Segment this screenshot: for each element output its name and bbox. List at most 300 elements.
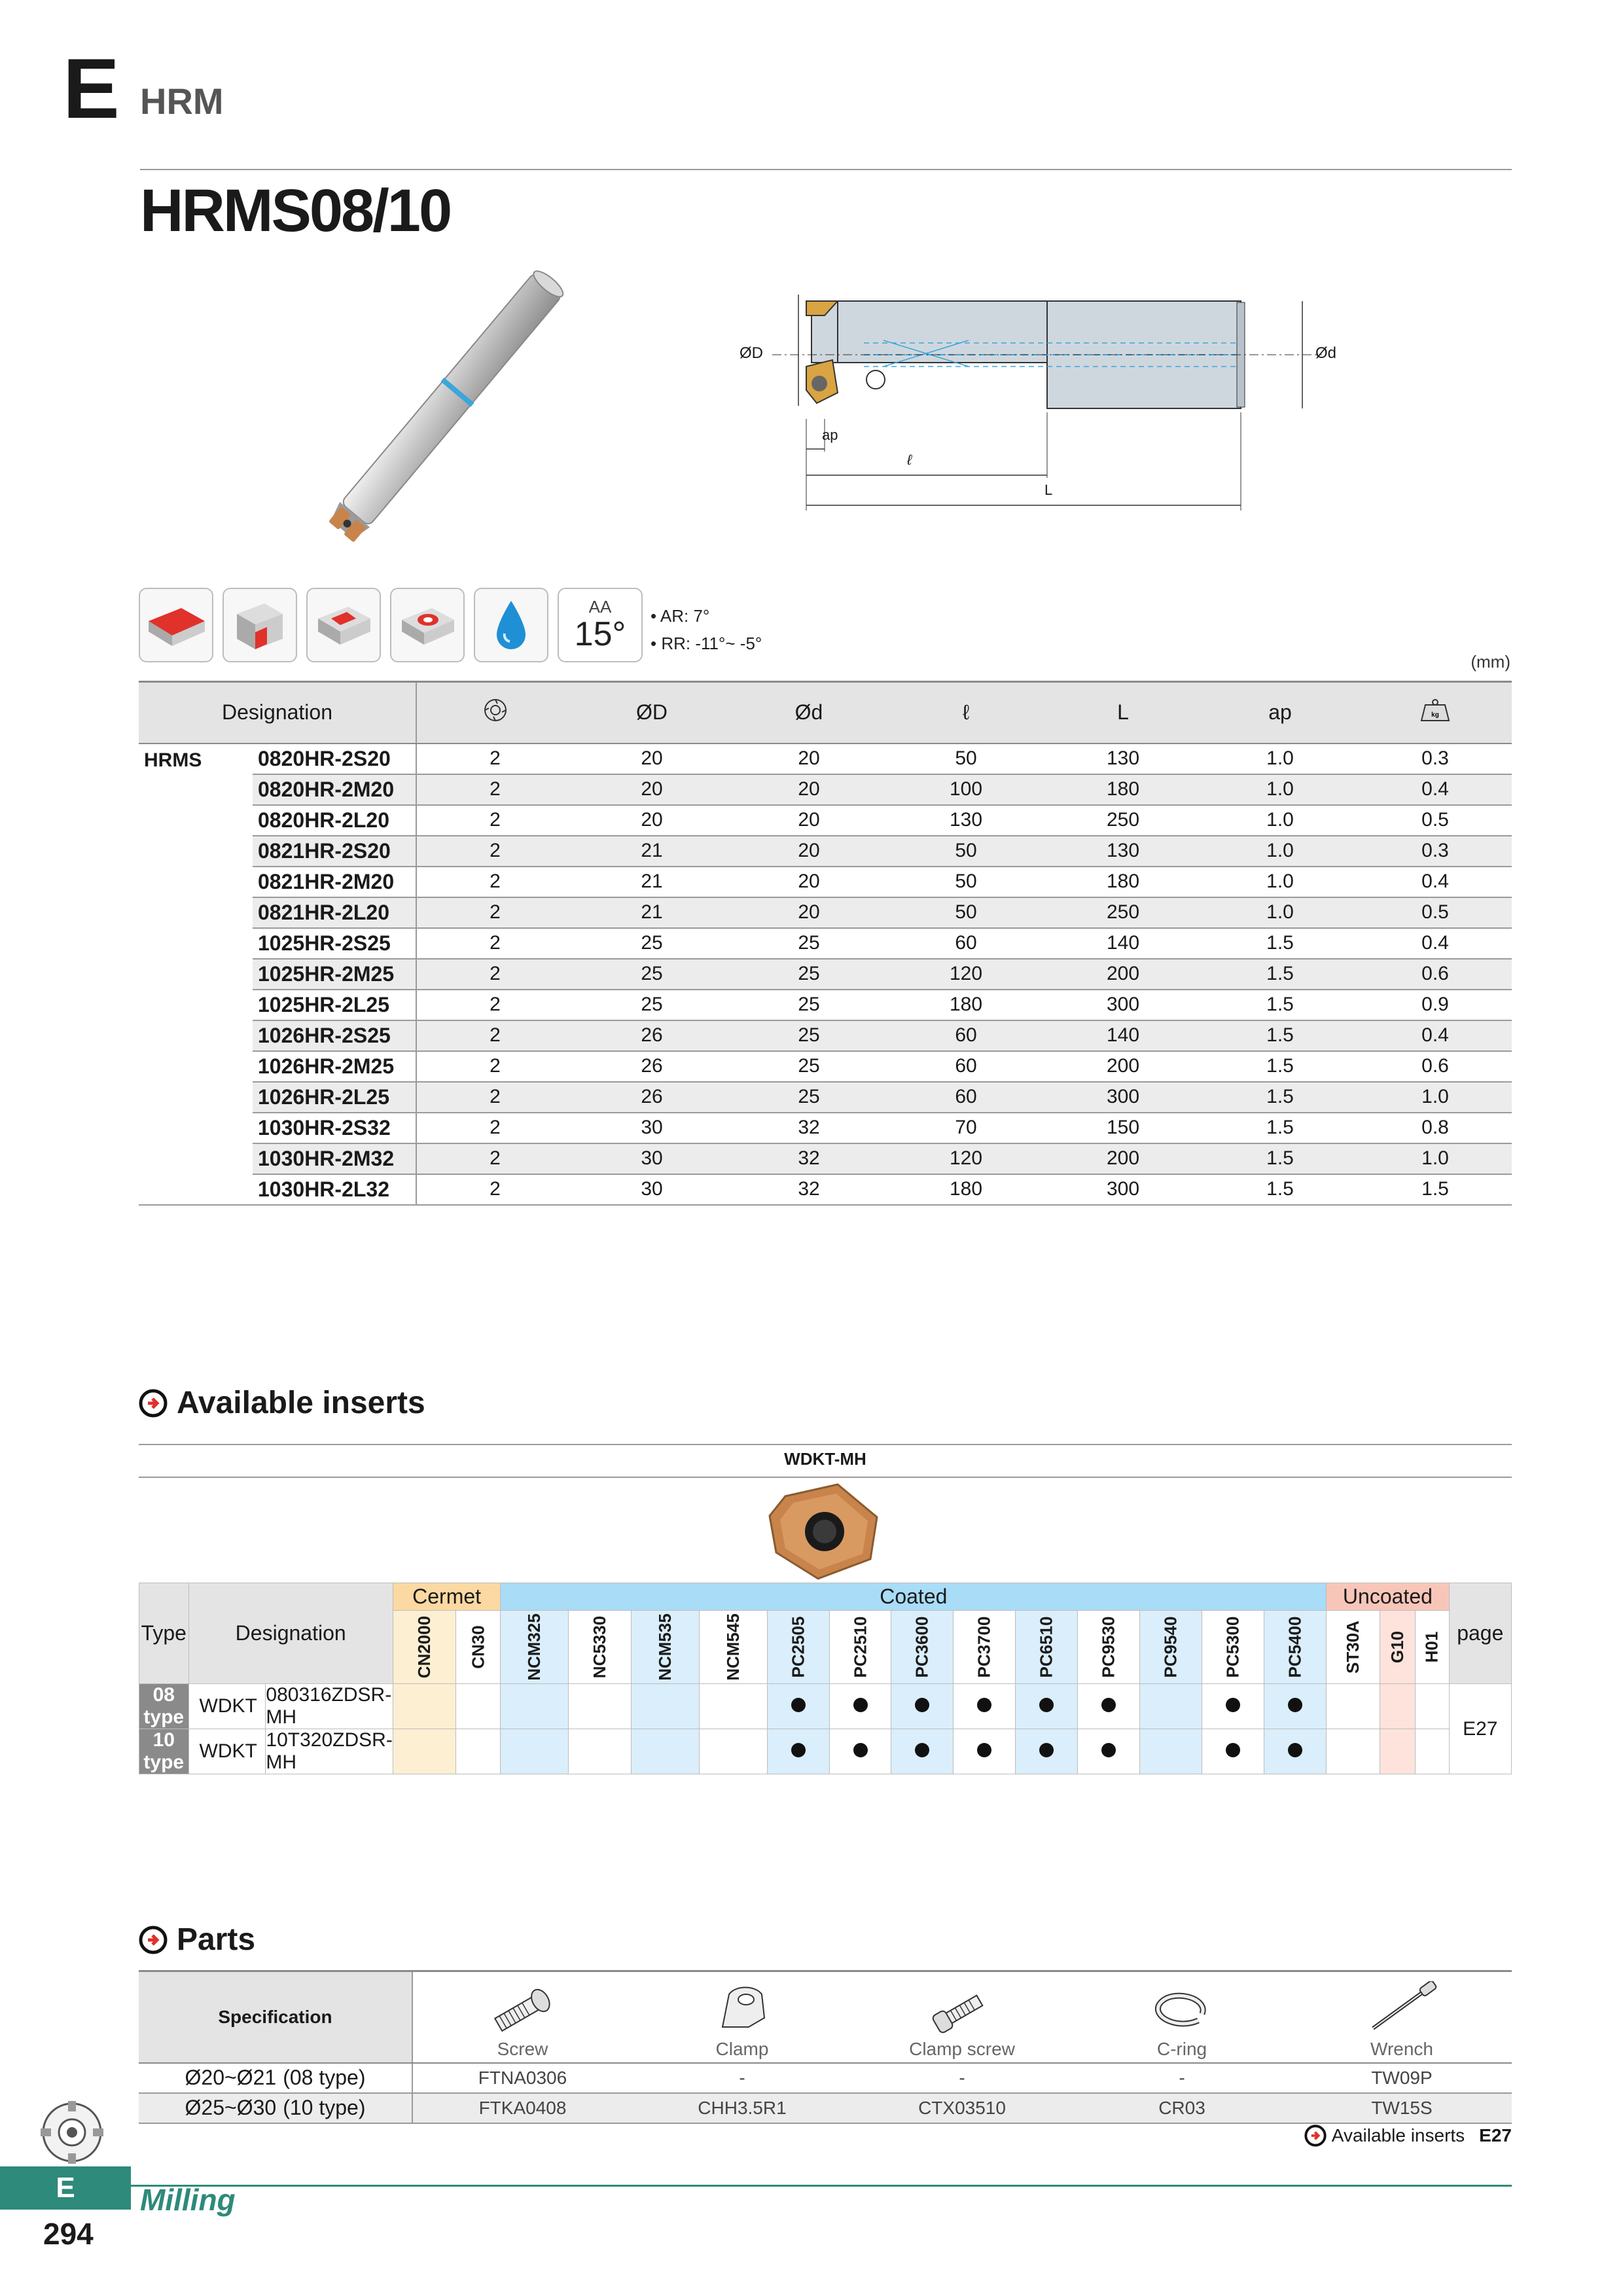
value-cell: 0.3 <box>1359 744 1512 774</box>
grade-cell <box>1202 1684 1264 1729</box>
col-designation: Designation <box>139 682 416 744</box>
insert-row <box>139 1684 1512 1729</box>
grade-label: NC5330 <box>590 1615 610 1679</box>
clamp-icon <box>709 1981 775 2034</box>
designation-cell: 0820HR-2M20 <box>253 774 416 805</box>
parts-heading-text: Parts <box>177 1922 256 1957</box>
part-code-cell: FTKA0408 <box>412 2093 632 2123</box>
grade-cell <box>767 1729 829 1774</box>
part-clamp <box>632 1971 852 2063</box>
grade-cell <box>393 1729 455 1774</box>
axial-angle-box <box>558 588 643 662</box>
value-cell: 1.5 <box>1202 1082 1359 1113</box>
grade-label: PC9540 <box>1160 1616 1181 1678</box>
available-dot-icon <box>853 1698 868 1712</box>
grade-cell <box>501 1729 569 1774</box>
radial-rake: • RR: -11°~ -5° <box>651 634 762 653</box>
value-cell: 1.5 <box>1202 959 1359 990</box>
grade-label: NCM535 <box>655 1613 675 1681</box>
value-cell: 0.3 <box>1359 836 1512 867</box>
col-insert-designation: Designation <box>188 1583 393 1684</box>
part-code-cell: CTX03510 <box>852 2093 1072 2123</box>
slotting-icon <box>223 588 297 662</box>
value-cell: 60 <box>887 1082 1044 1113</box>
value-cell: 130 <box>1044 836 1202 867</box>
value-cell: 25 <box>730 1020 887 1051</box>
designation-cell: 1026HR-2M25 <box>253 1051 416 1082</box>
grade-ncm325 <box>501 1611 569 1684</box>
shoulder-milling-icon <box>139 588 213 662</box>
grade-ncm535 <box>632 1611 700 1684</box>
value-cell: 2 <box>416 1020 573 1051</box>
value-cell: 26 <box>573 1020 730 1051</box>
inserts-rule-2 <box>139 1477 1512 1478</box>
value-cell: 25 <box>573 928 730 959</box>
table-row <box>139 1113 1512 1143</box>
value-cell: 180 <box>1044 774 1202 805</box>
screw-icon <box>487 1988 559 2034</box>
grade-cell <box>829 1684 891 1729</box>
value-cell: 140 <box>1044 1020 1202 1051</box>
value-cell: 60 <box>887 928 1044 959</box>
table-row <box>139 867 1512 897</box>
designation-cell: 0821HR-2L20 <box>253 897 416 928</box>
grade-pc9530 <box>1078 1611 1140 1684</box>
value-cell: 130 <box>1044 744 1202 774</box>
grade-label: G10 <box>1387 1630 1407 1664</box>
value-cell: 130 <box>887 805 1044 836</box>
insert-reference[interactable] <box>1304 2125 1512 2147</box>
grade-cell <box>1415 1729 1449 1774</box>
value-cell: 25 <box>730 1051 887 1082</box>
col-ap: ap <box>1202 682 1359 744</box>
value-cell: 2 <box>416 1143 573 1174</box>
group-uncoated: Uncoated <box>1327 1583 1449 1611</box>
available-dot-icon <box>1288 1743 1302 1757</box>
parts-spec-range: Ø25~Ø30 <box>185 2096 277 2119</box>
value-cell: 1.5 <box>1202 1174 1359 1205</box>
value-cell: 20 <box>573 774 730 805</box>
available-dot-icon <box>1226 1698 1240 1712</box>
available-dot-icon <box>791 1698 806 1712</box>
value-cell: 2 <box>416 805 573 836</box>
value-cell: 180 <box>887 1174 1044 1205</box>
value-cell: 1.0 <box>1202 867 1359 897</box>
value-cell: 1.5 <box>1202 990 1359 1020</box>
part-code-cell: - <box>852 2063 1072 2093</box>
clamp-screw-icon <box>926 1988 998 2034</box>
grade-cell <box>1380 1729 1415 1774</box>
value-cell: 100 <box>887 774 1044 805</box>
grade-cell <box>829 1729 891 1774</box>
flute-count-icon <box>482 697 508 723</box>
parts-spec-cell <box>139 2063 412 2093</box>
col-flutes <box>416 682 573 744</box>
part-label-screw: Screw <box>497 2038 548 2059</box>
part-screw <box>412 1971 632 2063</box>
available-dot-icon <box>1039 1743 1054 1757</box>
part-code-cell: CR03 <box>1072 2093 1292 2123</box>
available-dot-icon <box>915 1698 929 1712</box>
grade-label: PC6510 <box>1036 1616 1056 1678</box>
value-cell: 21 <box>573 867 730 897</box>
group-coated: Coated <box>501 1583 1327 1611</box>
part-code-cell: TW09P <box>1292 2063 1512 2093</box>
designation-cell: 0821HR-2S20 <box>253 836 416 867</box>
available-dot-icon <box>853 1743 868 1757</box>
grade-cell <box>568 1684 631 1729</box>
value-cell: 180 <box>1044 867 1202 897</box>
value-cell: 1.0 <box>1202 836 1359 867</box>
grade-cell <box>1415 1684 1449 1729</box>
value-cell: 250 <box>1044 805 1202 836</box>
grade-cell <box>1078 1729 1140 1774</box>
label-d: Ød <box>1315 344 1337 362</box>
insert-page-ref[interactable]: E27 <box>1449 1684 1511 1774</box>
footer-section-tab: E <box>0 2166 131 2210</box>
value-cell: 300 <box>1044 1082 1202 1113</box>
grade-pc3700 <box>954 1611 1016 1684</box>
parts-row <box>139 2093 1512 2123</box>
value-cell: 0.6 <box>1359 1051 1512 1082</box>
grade-cell <box>954 1684 1016 1729</box>
grade-cell <box>456 1684 501 1729</box>
grade-cell <box>1078 1684 1140 1729</box>
grade-cell <box>1016 1684 1078 1729</box>
grade-label: PC5300 <box>1222 1616 1243 1678</box>
available-dot-icon <box>977 1743 991 1757</box>
insert-type: 08 type <box>139 1684 189 1729</box>
wrench-icon <box>1363 1981 1441 2034</box>
value-cell: 180 <box>887 990 1044 1020</box>
value-cell: 2 <box>416 897 573 928</box>
value-cell: 25 <box>730 990 887 1020</box>
value-cell: 0.9 <box>1359 990 1512 1020</box>
table-row <box>139 1143 1512 1174</box>
col-specification: Specification <box>139 1971 412 2063</box>
grade-pc2510 <box>829 1611 891 1684</box>
group-cermet: Cermet <box>393 1583 501 1611</box>
part-wrench <box>1292 1971 1512 2063</box>
value-cell: 2 <box>416 774 573 805</box>
grade-label: PC3600 <box>912 1616 932 1678</box>
value-cell: 0.4 <box>1359 928 1512 959</box>
value-cell: 20 <box>573 744 730 774</box>
value-cell: 1.5 <box>1202 1113 1359 1143</box>
available-dot-icon <box>1101 1743 1116 1757</box>
value-cell: 20 <box>730 805 887 836</box>
grade-label: ST30A <box>1343 1621 1363 1674</box>
available-dot-icon <box>1288 1698 1302 1712</box>
grade-label: PC9530 <box>1098 1616 1118 1678</box>
aa-label: AA <box>588 597 612 617</box>
table-row <box>139 959 1512 990</box>
designation-cell: 1026HR-2S25 <box>253 1020 416 1051</box>
value-cell: 50 <box>887 744 1044 774</box>
value-cell: 32 <box>730 1143 887 1174</box>
grade-label: NCM545 <box>722 1613 743 1681</box>
grade-label: H01 <box>1421 1631 1442 1663</box>
available-dot-icon <box>791 1743 806 1757</box>
value-cell: 25 <box>730 928 887 959</box>
value-cell: 140 <box>1044 928 1202 959</box>
value-cell: 0.4 <box>1359 1020 1512 1051</box>
value-cell: 21 <box>573 897 730 928</box>
grade-cell <box>632 1729 700 1774</box>
value-cell: 60 <box>887 1051 1044 1082</box>
end-mill-photo <box>275 242 628 556</box>
value-cell: 1.0 <box>1202 774 1359 805</box>
available-dot-icon <box>915 1743 929 1757</box>
grade-pc5300 <box>1202 1611 1264 1684</box>
value-cell: 50 <box>887 867 1044 897</box>
c-ring-icon <box>1146 1988 1218 2034</box>
value-cell: 20 <box>730 867 887 897</box>
col-l: ℓ <box>887 682 1044 744</box>
grade-cell <box>891 1684 954 1729</box>
value-cell: 32 <box>730 1113 887 1143</box>
col-page: page <box>1449 1583 1511 1684</box>
value-cell: 2 <box>416 744 573 774</box>
col-L: L <box>1044 682 1202 744</box>
grade-cell <box>1202 1729 1264 1774</box>
value-cell: 2 <box>416 836 573 867</box>
value-cell: 2 <box>416 959 573 990</box>
col-d: Ød <box>730 682 887 744</box>
grade-label: CN30 <box>468 1625 488 1669</box>
value-cell: 1.5 <box>1202 1143 1359 1174</box>
value-cell: 32 <box>730 1174 887 1205</box>
insert-name: WDKT <box>188 1729 266 1774</box>
value-cell: 120 <box>887 1143 1044 1174</box>
value-cell: 25 <box>573 959 730 990</box>
unit-label: (mm) <box>1471 652 1510 672</box>
grade-cell <box>1327 1684 1380 1729</box>
grade-cell <box>501 1684 569 1729</box>
table-row <box>139 990 1512 1020</box>
page-number: 294 <box>43 2217 94 2251</box>
grade-pc9540 <box>1140 1611 1202 1684</box>
value-cell: 2 <box>416 1082 573 1113</box>
reference-arrow-icon <box>1304 2125 1327 2147</box>
grade-nc5330 <box>568 1611 631 1684</box>
grade-cell <box>1140 1684 1202 1729</box>
grade-cn30 <box>456 1611 501 1684</box>
table-row <box>139 1051 1512 1082</box>
table-row <box>139 928 1512 959</box>
parts-spec-type: (08 type) <box>283 2066 366 2089</box>
value-cell: 26 <box>573 1082 730 1113</box>
reference-page: E27 <box>1479 2125 1512 2145</box>
parts-row <box>139 2063 1512 2093</box>
value-cell: 0.4 <box>1359 867 1512 897</box>
value-cell: 1.0 <box>1202 805 1359 836</box>
part-label-clamp-screw: Clamp screw <box>909 2038 1015 2059</box>
reference-label: Available inserts <box>1331 2125 1465 2145</box>
value-cell: 60 <box>887 1020 1044 1051</box>
grade-cell <box>456 1729 501 1774</box>
section-arrow-icon <box>139 1389 168 1418</box>
grade-pc2505 <box>767 1611 829 1684</box>
grade-cell <box>699 1729 767 1774</box>
grade-label: NCM325 <box>524 1613 544 1681</box>
grade-cell <box>1327 1729 1380 1774</box>
label-l: ℓ <box>907 452 912 468</box>
insert-type: 10 type <box>139 1729 189 1774</box>
parts-heading <box>139 1922 255 1958</box>
table-row <box>139 1174 1512 1205</box>
value-cell: 50 <box>887 836 1044 867</box>
aa-value: 15° <box>574 615 626 653</box>
parts-spec-cell <box>139 2093 412 2123</box>
part-code-cell: FTNA0306 <box>412 2063 632 2093</box>
pocketing-icon <box>306 588 381 662</box>
value-cell: 0.8 <box>1359 1113 1512 1143</box>
grade-label: PC3700 <box>974 1616 994 1678</box>
designation-cell: 1025HR-2L25 <box>253 990 416 1020</box>
grade-cell <box>767 1684 829 1729</box>
designation-cell: 1030HR-2M32 <box>253 1143 416 1174</box>
value-cell: 30 <box>573 1174 730 1205</box>
value-cell: 1.0 <box>1359 1082 1512 1113</box>
grade-label: CN2000 <box>414 1615 435 1679</box>
value-cell: 20 <box>573 805 730 836</box>
spec-table <box>139 681 1512 1206</box>
part-clamp-screw <box>852 1971 1072 2063</box>
grade-h01 <box>1415 1611 1449 1684</box>
table-row <box>139 774 1512 805</box>
grade-st30a <box>1327 1611 1380 1684</box>
part-c-ring <box>1072 1971 1292 2063</box>
value-cell: 0.6 <box>1359 959 1512 990</box>
grade-label: PC5400 <box>1285 1616 1305 1678</box>
value-cell: 25 <box>573 990 730 1020</box>
grade-g10 <box>1380 1611 1415 1684</box>
label-ap: ap <box>822 427 838 443</box>
insert-code: 080316ZDSR-MH <box>266 1684 393 1729</box>
value-cell: 250 <box>1044 897 1202 928</box>
inserts-heading <box>139 1385 425 1421</box>
coolant-icon <box>474 588 548 662</box>
insert-name: WDKT <box>188 1684 266 1729</box>
value-cell: 21 <box>573 836 730 867</box>
grade-cell <box>1380 1684 1415 1729</box>
section-name: HRM <box>140 81 224 122</box>
table-row <box>139 897 1512 928</box>
col-D: ØD <box>573 682 730 744</box>
parts-spec-type: (10 type) <box>283 2096 366 2119</box>
part-code-cell: TW15S <box>1292 2093 1512 2123</box>
designation-cell: 1025HR-2M25 <box>253 959 416 990</box>
designation-cell: 1025HR-2S25 <box>253 928 416 959</box>
grade-cell <box>393 1684 455 1729</box>
grade-cell <box>568 1729 631 1774</box>
milling-cutter-icon <box>38 2098 106 2166</box>
insert-code: 10T320ZDSR-MH <box>266 1729 393 1773</box>
available-dot-icon <box>977 1698 991 1712</box>
value-cell: 70 <box>887 1113 1044 1143</box>
value-cell: 1.0 <box>1202 744 1359 774</box>
value-cell: 2 <box>416 1174 573 1205</box>
grade-pc6510 <box>1016 1611 1078 1684</box>
col-weight <box>1359 682 1512 744</box>
col-type: Type <box>139 1583 189 1684</box>
value-cell: 200 <box>1044 1143 1202 1174</box>
value-cell: 26 <box>573 1051 730 1082</box>
grade-table <box>139 1583 1512 1774</box>
grade-cell <box>1264 1684 1327 1729</box>
parts-spec-range: Ø20~Ø21 <box>185 2066 277 2089</box>
available-dot-icon <box>1101 1698 1116 1712</box>
value-cell: 20 <box>730 774 887 805</box>
part-label-wrench: Wrench <box>1370 2038 1433 2059</box>
value-cell: 200 <box>1044 959 1202 990</box>
value-cell: 1.5 <box>1202 1020 1359 1051</box>
value-cell: 200 <box>1044 1051 1202 1082</box>
value-cell: 20 <box>730 744 887 774</box>
grade-cell <box>632 1684 700 1729</box>
grade-cell <box>699 1684 767 1729</box>
value-cell: 2 <box>416 1051 573 1082</box>
footer-category: Milling <box>140 2183 236 2217</box>
weight-icon <box>1419 698 1452 722</box>
value-cell: 25 <box>730 959 887 990</box>
label-L: L <box>1044 482 1053 498</box>
value-cell: 1.5 <box>1202 928 1359 959</box>
parts-table <box>139 1970 1512 2124</box>
value-cell: 20 <box>730 897 887 928</box>
label-D: ØD <box>740 344 763 362</box>
value-cell: 30 <box>573 1113 730 1143</box>
page-title: HRMS08/10 <box>140 177 451 244</box>
designation-cell: 0821HR-2M20 <box>253 867 416 897</box>
series-label: HRMS <box>139 744 253 1205</box>
insert-model: WDKT-MH <box>784 1449 866 1469</box>
table-row <box>139 1020 1512 1051</box>
grade-ncm545 <box>699 1611 767 1684</box>
part-code-cell: CHH3.5R1 <box>632 2093 852 2123</box>
value-cell: 2 <box>416 990 573 1020</box>
value-cell: 0.4 <box>1359 774 1512 805</box>
grade-label: PC2505 <box>788 1616 808 1678</box>
header-rule <box>140 169 1512 170</box>
value-cell: 0.5 <box>1359 805 1512 836</box>
value-cell: 1.5 <box>1202 1051 1359 1082</box>
value-cell: 0.5 <box>1359 897 1512 928</box>
value-cell: 2 <box>416 928 573 959</box>
part-label-clamp: Clamp <box>715 2038 769 2059</box>
designation-cell: 0820HR-2S20 <box>253 744 416 774</box>
grade-cell <box>1140 1729 1202 1774</box>
grade-cell <box>891 1729 954 1774</box>
axial-rake: • AR: 7° <box>651 606 710 626</box>
footer-rule <box>131 2185 1512 2187</box>
value-cell: 300 <box>1044 1174 1202 1205</box>
grade-cell <box>1016 1729 1078 1774</box>
value-cell: 120 <box>887 959 1044 990</box>
value-cell: 30 <box>573 1143 730 1174</box>
grade-cn2000 <box>393 1611 455 1684</box>
designation-cell: 0820HR-2L20 <box>253 805 416 836</box>
grade-cell <box>954 1729 1016 1774</box>
grade-pc5400 <box>1264 1611 1327 1684</box>
designation-cell: 1030HR-2S32 <box>253 1113 416 1143</box>
grade-label: PC2510 <box>850 1616 870 1678</box>
table-row <box>139 744 1512 774</box>
table-row <box>139 805 1512 836</box>
inserts-heading-text: Available inserts <box>177 1386 425 1420</box>
insert-row <box>139 1729 1512 1774</box>
